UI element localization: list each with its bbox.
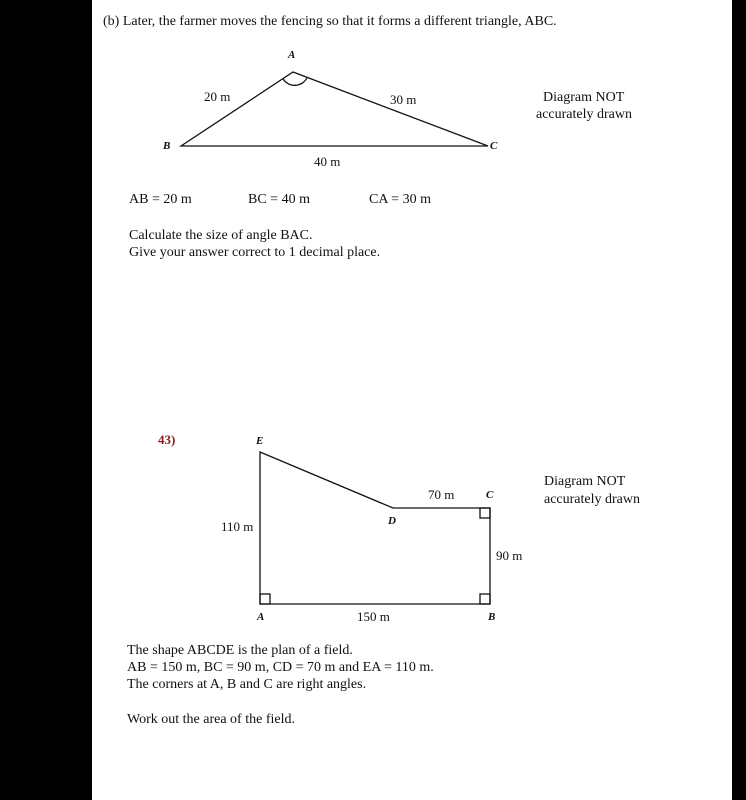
triangle-vertex-c: C [490,140,498,152]
side-ea-label: 110 m [221,519,254,534]
right-angle-marker-a [260,594,270,604]
field-vertex-b: B [488,611,496,623]
side-ab-label: 20 m [204,89,231,104]
given-ab: AB = 20 m [129,192,192,207]
field-abcde-shape [260,452,490,604]
field-abcde-diagram [260,452,490,604]
triangle-abc-shape [181,72,488,146]
right-angle-marker-b [480,594,490,604]
task-b-line1: Calculate the size of angle BAC. [129,228,313,243]
diagram-note-43-line1: Diagram NOT [544,474,626,489]
right-angle-marker-c [480,508,490,518]
field-vertex-a: A [257,611,265,623]
diagram-note-b-line2: accurately drawn [536,107,632,122]
given-ca: CA = 30 m [369,192,431,207]
side-bc-label: 40 m [314,154,341,169]
angle-bac-arc [283,78,307,85]
side-cd-label: 70 m [428,487,455,502]
field-text-line2: AB = 150 m, BC = 90 m, CD = 70 m and EA = 110 m. [127,660,434,675]
field-text-line1: The shape ABCDE is the plan of a field. [127,643,353,658]
field-task: Work out the area of the field. [127,712,295,727]
field-text-line3: The corners at A, B and C are right angles. [127,677,367,692]
diagram-note-b-line1: Diagram NOT [543,90,625,105]
field-vertex-c: C [486,489,494,501]
part-b-label: (b) [103,14,120,29]
triangle-vertex-a: A [288,49,296,61]
field-vertex-d: D [388,515,396,527]
part-b-intro-text: Later, the farmer moves the fencing so that it forms a different triangle, ABC. [122,14,557,29]
task-b-line2: Give your answer correct to 1 decimal place. [129,245,381,260]
side-ab-length-label: 150 m [357,609,390,624]
question-43-number: 43) [158,432,176,447]
field-vertex-e: E [256,435,264,447]
triangle-vertex-b: B [163,140,171,152]
given-bc: BC = 40 m [248,192,310,207]
part-b-intro [103,14,557,30]
side-bc-length-label: 90 m [496,548,523,563]
triangle-abc-diagram [181,72,488,146]
diagram-note-43-line2: accurately drawn [544,492,640,507]
side-ac-label: 30 m [390,92,417,107]
